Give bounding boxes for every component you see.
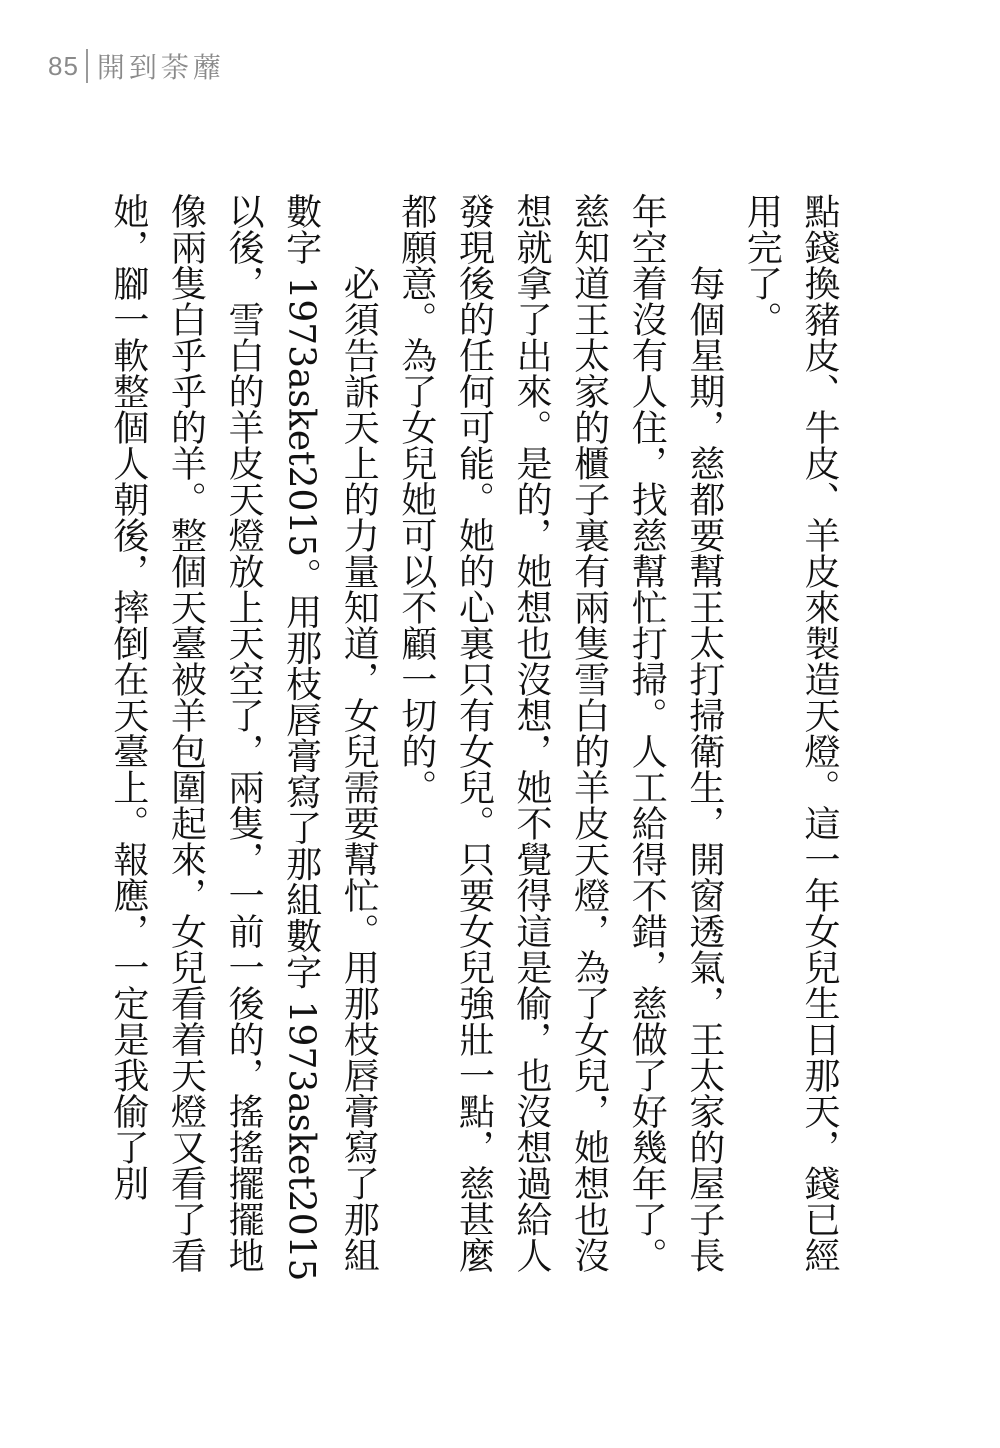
running-title: 開到荼蘼 (96, 51, 225, 84)
header-divider (86, 49, 88, 83)
page-header (48, 46, 225, 86)
paragraph: 每個星期，慈都要幫王太打掃衛生，開窗透氣，王太家的屋子長年空着沒有人住，找慈幫忙打掃。人工給得不錯，慈做了好幾年了。慈知道王太家的櫃子裏有兩隻雪白的羊皮天燈，為了女兒，她想也沒想就拿了出來。是的，她想也沒想，她不覺得這是偷，也沒想過給人發現後的任何可能。她的心裏只有女兒。只要女兒強壯一點，慈甚麼都願意。為了女兒她可以不顧一切的。 (395, 193, 725, 1273)
page-number: 85 (48, 50, 79, 81)
vertical-body-text (107, 193, 848, 1305)
paragraph-continued: 點錢換豬皮、牛皮、羊皮來製造天燈。這一年女兒生日那天，錢已經用完了。 (741, 193, 840, 1273)
paragraph: 必須告訴天上的力量知道，女兒需要幫忙。用那枝唇膏寫了那組數字 1973asket2015。用那枝唇膏寫了那組數字 1973asket2015 以後，雪白的羊皮天燈放上天空了，兩隻，一前一後的，搖搖擺擺地像兩隻白乎乎的羊。整個天臺被羊包圍起來，女兒看着天燈又看了看她，腳一軟整個人朝後，摔倒在天臺上。報應，一定是我偷了別 (107, 193, 380, 1282)
